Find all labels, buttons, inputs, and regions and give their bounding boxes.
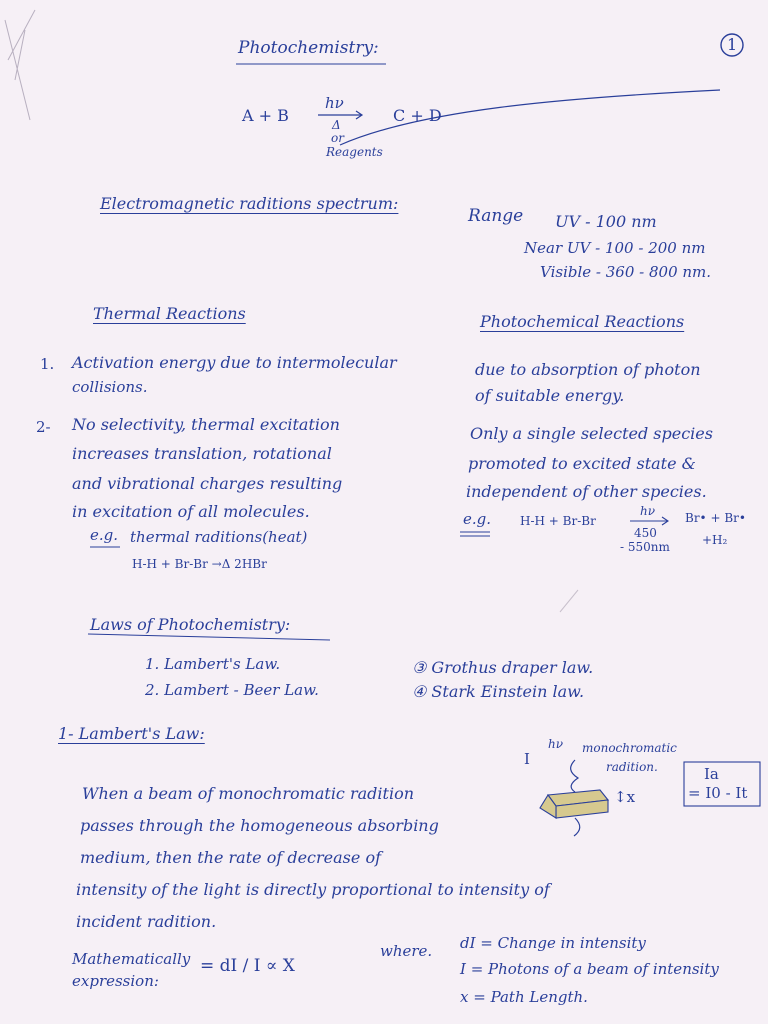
laws-underline [88,634,330,640]
photochem-arrow-top: hν [640,504,656,518]
law-4: ④ Stark Einstein law. [412,682,585,701]
photochem-heading: Photochemical Reactions [480,312,685,331]
reaction-lhs: A + B [242,106,289,125]
photochem-p1-line1: due to absorption of photon [475,360,701,379]
thermal-eg: e.g. [90,526,119,544]
formula: = dI / I ∝ X [200,956,295,976]
definition-1: dI = Change in intensity [460,934,646,952]
reaction-rhs: C + D [393,106,442,125]
definition-3: x = Path Length. [460,988,588,1006]
photochem-arrow [630,517,668,525]
thermal-p2-line3: and vibrational charges resulting [72,474,343,493]
diagram-hv-label: hν [548,737,564,751]
margin-scratch [5,10,35,120]
diagram-dx-label: ↕x [614,788,636,806]
lambert-line5: incident radition. [76,912,217,931]
thermal-p2-line1: No selectivity, thermal excitation [72,415,340,434]
law-2: 2. Lambert - Beer Law. [145,681,319,699]
range-near-uv: Near UV - 100 - 200 nm [524,239,706,257]
thermal-p1-line1: Activation energy due to intermolecular [72,353,397,372]
photochem-p2-line1: Only a single selected species [470,424,713,443]
diagram-intensity-label: I [524,750,530,768]
faint-mark [560,590,578,612]
reaction-arrow-bottom: Δ [332,118,341,132]
lambert-heading: 1- Lambert's Law: [58,724,205,743]
diagram-monochromatic-label: monochromatic [582,741,677,755]
page-number: 1 [727,35,738,54]
photochem-products: Br• + Br• [685,511,746,525]
thermal-p1-line2: collisions. [72,378,148,396]
reaction-arrow-top: hν [325,94,344,112]
law-1: 1. Lambert's Law. [145,655,281,673]
photochem-p2-line2: promoted to excited state & [468,454,696,473]
thermal-p2-num: 2- [36,418,51,436]
reaction-reagents: Reagents [326,145,383,159]
math-label-1: Mathematically [72,950,191,968]
lambert-line2: passes through the homogeneous absorbing [80,816,439,835]
lambert-line1: When a beam of monochromatic radition [82,784,415,803]
photochem-arrow-bottom1: 450 [634,526,657,540]
diagram-box-eq: = I0 - It [688,784,748,802]
where-label: where. [380,942,433,960]
photochem-arrow-bottom2: - 550nm [620,540,670,554]
diagram-radition-label: radition. [606,760,658,774]
thermal-heading: Thermal Reactions [93,304,246,323]
math-label-2: expression: [72,972,159,990]
reaction-or: or [331,131,344,145]
range-uv: UV - 100 nm [555,212,657,231]
photochem-equation: H-H + Br-Br [520,514,596,528]
photochem-p2-line3: independent of other species. [466,482,707,501]
thermal-equation: H-H + Br-Br →Δ 2HBr [132,557,267,571]
law-3: ③ Grothus draper law. [412,658,594,677]
eg-underline [460,532,490,536]
thermal-p1-num: 1. [40,355,55,373]
laws-heading: Laws of Photochemistry: [90,615,291,634]
thermal-p2-line2: increases translation, rotational [72,444,332,463]
thermal-eg-text: thermal raditions(heat) [130,528,308,546]
diagram-box-ia: Ia [704,765,719,783]
definition-2: I = Photons of a beam of intensity [460,960,719,978]
spectrum-heading: Electromagnetic raditions spectrum: [100,194,399,213]
thermal-p2-line4: in excitation of all molecules. [72,502,310,521]
range-label: Range [468,206,524,226]
photochem-plus-h2: +H₂ [702,533,728,547]
range-visible: Visible - 360 - 800 nm. [540,263,712,281]
photochem-eg: e.g. [463,510,492,528]
lambert-line4: intensity of the light is directly proportional to intensity of [76,880,550,899]
page-title: Photochemistry: [238,38,379,58]
lambert-line3: medium, then the rate of decrease of [80,848,381,867]
photochem-p1-line2: of suitable energy. [475,386,625,405]
